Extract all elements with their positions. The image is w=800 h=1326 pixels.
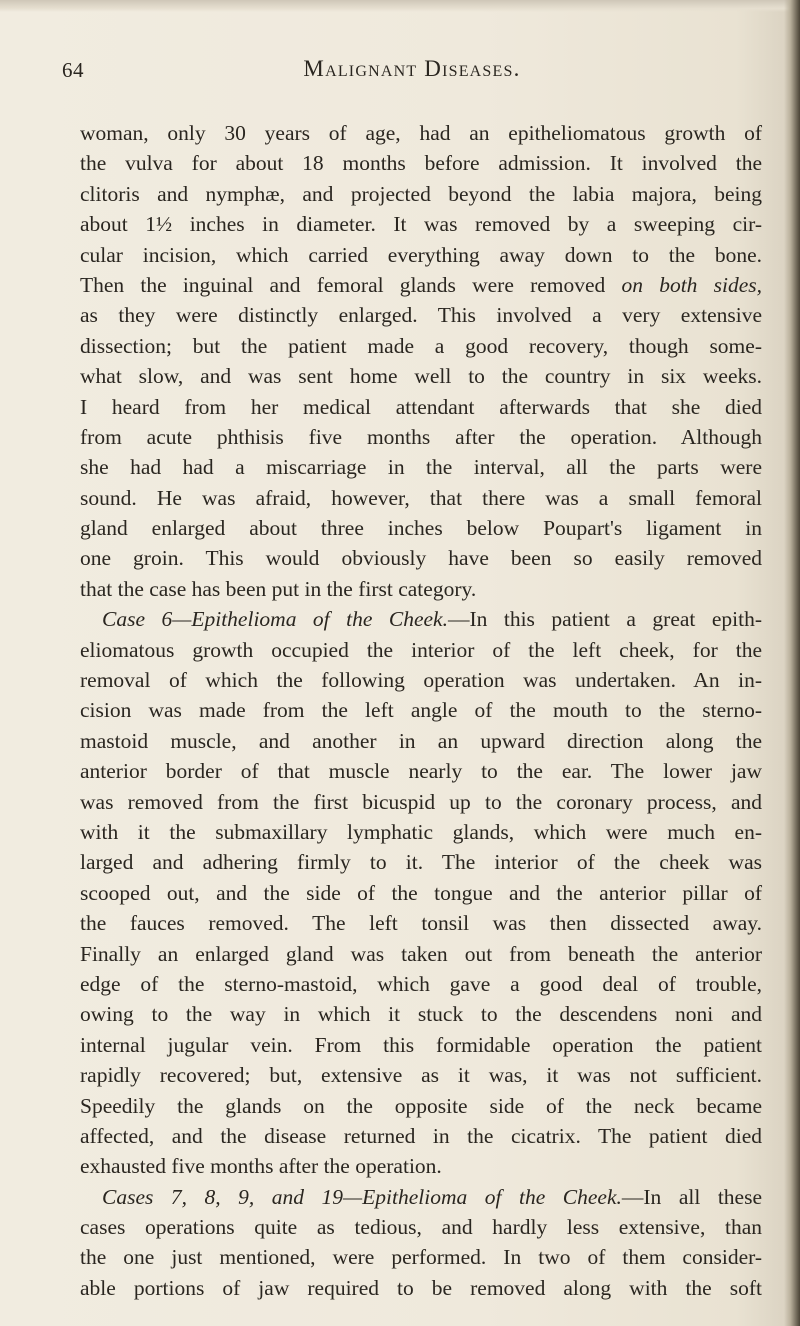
text-line: affected, and the disease returned in the cicatrix. The patient died	[80, 1123, 762, 1148]
text-line: edge of the sterno-mastoid, which gave a good deal of trouble,	[80, 971, 762, 996]
text-line: woman, only 30 years of age, had an epitheliomatous growth of	[80, 121, 762, 145]
text-line: owing to the way in which it stuck to the descendens noni and	[80, 1002, 762, 1027]
text-line: anterior border of that muscle nearly to the ear. The lower jaw	[80, 759, 762, 784]
text-line: eliomatous growth occupied the interior of the left cheek, for the	[80, 637, 762, 662]
page-right-edge	[784, 0, 800, 1326]
page-header	[62, 52, 762, 86]
italic-phrase: on both sides,	[621, 272, 762, 297]
text-line: with it the submaxillary lymphatic glands, which were much en-	[80, 819, 762, 844]
text-line: clitoris and nymphæ, and projected beyond the labia majora, being	[80, 181, 762, 206]
text-line	[80, 270, 762, 300]
text-line: exhausted five months after the operation.	[80, 1154, 442, 1179]
text-line: as they were distinctly enlarged. This involved a very extensive	[80, 303, 762, 328]
text-line	[80, 604, 762, 634]
text-line: dissection; but the patient made a good recovery, though some-	[80, 333, 762, 358]
text-line: larged and adhering firmly to it. The interior of the cheek was	[80, 850, 762, 875]
text-line: I heard from her medical attendant afterwards that she died	[80, 394, 762, 419]
page-top-edge	[0, 0, 800, 12]
body-text	[80, 118, 762, 1303]
text-line: Speedily the glands on the opposite side of the neck became	[80, 1093, 762, 1118]
text-segment: Then the inguinal and femoral glands were removed	[80, 272, 622, 297]
text-line: cular incision, which carried everything away down to the bone.	[80, 242, 762, 267]
text-line: was removed from the first bicuspid up to the coronary process, and	[80, 789, 762, 814]
text-line: one groin. This would obviously have been so easily removed	[80, 546, 762, 571]
text-line: from acute phthisis five months after the operation. Although	[80, 424, 762, 449]
text-line: that the case has been put in the first category.	[80, 576, 477, 601]
text-line: about 1½ inches in diameter. It was removed by a sweeping cir-	[80, 212, 762, 237]
text-segment: —In all these	[621, 1184, 762, 1209]
text-line: what slow, and was sent home well to the country in six weeks.	[80, 364, 762, 389]
text-line: she had had a miscarriage in the interval, all the parts were	[80, 455, 762, 480]
text-line: Finally an enlarged gland was taken out from beneath the anterior	[80, 941, 762, 966]
text-line: removal of which the following operation was undertaken. An in-	[80, 668, 762, 693]
text-segment: —In this patient a great epith-	[447, 607, 763, 632]
case-heading: Case 6—Epithelioma of the Cheek.	[102, 607, 448, 632]
text-line	[80, 1182, 762, 1212]
text-line: mastoid muscle, and another in an upward direction along the	[80, 728, 762, 753]
text-line: scooped out, and the side of the tongue and the anterior pillar of	[80, 880, 762, 905]
text-line: cases operations quite as tedious, and hardly less extensive, than	[80, 1215, 762, 1240]
text-line: gland enlarged about three inches below Poupart's ligament in	[80, 516, 762, 541]
running-title: Malignant Diseases.	[303, 56, 521, 81]
case-heading: Cases 7, 8, 9, and 19—Epithelioma of the Cheek.	[102, 1184, 622, 1209]
text-line: sound. He was afraid, however, that there was a small femoral	[80, 485, 762, 510]
text-line: the vulva for about 18 months before admission. It involved the	[80, 151, 762, 176]
page-number: 64	[62, 58, 84, 82]
text-line: the fauces removed. The left tonsil was then dissected away.	[80, 911, 762, 936]
text-line: rapidly recovered; but, extensive as it was, it was not sufficient.	[80, 1063, 762, 1088]
text-line: internal jugular vein. From this formidable operation the patient	[80, 1032, 762, 1057]
text-line: able portions of jaw required to be removed along with the soft	[80, 1275, 762, 1300]
text-line: cision was made from the left angle of the mouth to the sterno-	[80, 698, 762, 723]
text-line: the one just mentioned, were performed. In two of them consider-	[80, 1245, 762, 1270]
